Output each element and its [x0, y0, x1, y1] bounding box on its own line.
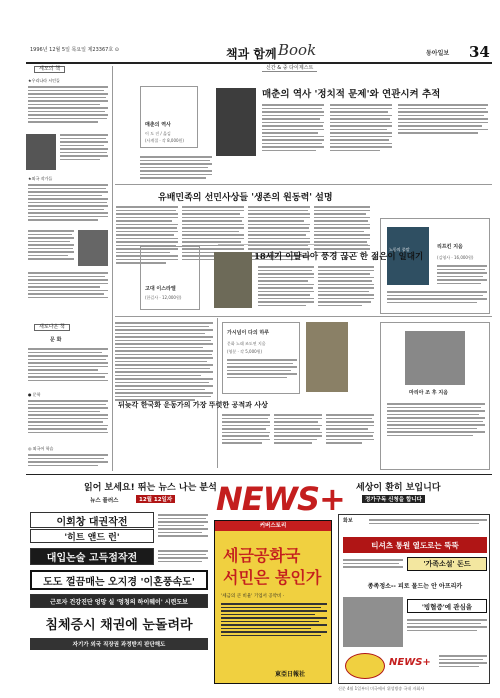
left-subsection: ★우리나라 시인들 [28, 78, 60, 83]
center-book-meta: 문화 노래 조도연 지음 [227, 341, 266, 346]
center-book-cover [306, 322, 348, 392]
mid-article-headline: 유배민족의 선민사상들 '생존의 원동력' 설명 [158, 193, 333, 203]
top-article-body-3 [330, 104, 392, 151]
right-book-text-2 [387, 291, 487, 303]
ad-right-lines-4 [439, 655, 487, 667]
section-title: 책과 함께 [226, 47, 277, 61]
new-books-list [115, 322, 213, 401]
left-book2-title: 고대 이스라엘 [145, 286, 176, 292]
top-book-card-author: 이 도 진 / 옮김 [145, 131, 171, 136]
ad-cover-headline-2: 서민은 봉인가 [223, 568, 322, 587]
ad-item-5: 근로자 건강진단 엉망 실 '멍청의 하이웨이' 시련도보 [30, 594, 208, 608]
ad-item-4: 도도 껄끔매는 오지경 '이혼풍속도' [30, 570, 208, 590]
ad-right-panel [338, 514, 490, 684]
right-book-price: (김영사 · 16,000원) [437, 255, 474, 260]
bottom-article-body-2 [274, 414, 322, 444]
ad-item-3: 대입논술 고득점작전 [30, 548, 154, 565]
left-book2-card [140, 246, 200, 310]
right-photo-card [380, 322, 490, 470]
ad-item-6: 침체증시 채권에 눈돌려라 [45, 617, 193, 633]
ad-cover-list [221, 603, 327, 636]
left-text-block-5 [28, 272, 108, 298]
left-text-block-4 [28, 230, 74, 260]
left-book-photo [26, 134, 56, 170]
left-column-divider [112, 66, 113, 471]
left-bottom-heading-3: ◎ 외국어 학습 [28, 446, 54, 451]
center-book-card [222, 322, 300, 394]
news-plus-logo [216, 476, 344, 520]
header-rule [26, 62, 492, 64]
top-article-body-1 [140, 156, 212, 179]
author-photo [405, 331, 465, 385]
top-book-card [140, 86, 198, 148]
left-text-block-1 [28, 86, 108, 123]
ad-footer-note: 신문 4월 1일부터 미국에서 위성방송 국내 자회사 [338, 686, 425, 691]
left-book2-meta: (한길사 · 12,000원) [145, 295, 182, 300]
left-book2-cover [214, 252, 252, 308]
ad-cover-tag: 커버스토리 [215, 521, 331, 531]
top-article-body-4 [398, 104, 488, 134]
ad-right-item-3: 종족정소-- 피로 물드는 안 아프리카 [367, 582, 463, 590]
mid-article2-headline: 18세기 이탈리아 풍경 끊곤 한 젊은이 일대기 [254, 252, 424, 262]
top-article-body-2 [262, 104, 324, 151]
mid-article2-body-2 [318, 266, 374, 306]
left-text-block-7 [28, 400, 108, 433]
right-photo-text [387, 403, 485, 436]
ad-right-lines [369, 519, 487, 524]
ad-publisher: 東亞日報社 [275, 671, 306, 678]
bottom-article-body-3 [326, 414, 374, 444]
ad-right-logo: NEWS+ [389, 657, 431, 668]
ad-item-2: '히트 앤드 런' [30, 529, 154, 543]
section-title-script: Book [278, 41, 317, 59]
left-bottom-title: 새로나온 책 [34, 324, 70, 331]
right-book-text [437, 265, 487, 284]
ad-right-stamp [345, 653, 385, 679]
bottom-article-headline: 뒤늦각 한국화 운동가의 가장 뚜렷한 공적과 사상 [118, 400, 268, 409]
ad-right-lines-2 [343, 559, 403, 568]
left-text-block-8 [28, 454, 108, 466]
right-book-label: 리프킨 지음 [437, 244, 463, 250]
page-header [26, 41, 492, 61]
left-column [26, 66, 110, 471]
top-book-card-meta: (사계절 · 각 8,000원) [145, 138, 184, 143]
right-book-name: 노동의 종말 [389, 247, 410, 252]
ad-right-item-1: 티셔츠 통원 열도로는 뚝뚝 [343, 537, 487, 553]
ad-top-banner: 읽어 보세요! 뛰는 뉴스 나는 분석 [84, 483, 217, 493]
top-article-headline: 매춘의 역사 '정치적 문제'와 연관시켜 추적 [262, 89, 441, 100]
ad-right-lines-3 [407, 619, 487, 631]
ad-sub-right: 정가구독 신청을 합니다 [362, 495, 425, 503]
ad-block [26, 476, 492, 694]
page-number: 34 [469, 43, 490, 61]
left-book-photo-2 [78, 230, 108, 266]
mid-article-body-4 [314, 206, 370, 253]
paper-name: 동아일보 [426, 50, 450, 57]
mid2-rule [115, 316, 492, 317]
ad-right-photo [343, 597, 403, 647]
ad-right-item-4: '빙혈증'에 관심을 [407, 599, 487, 613]
ad-cover-caption: '세금의 큰 비율' 기업서 공약비 · [221, 594, 285, 599]
ad-issue-badge: 12월 12일자 [136, 495, 175, 503]
left-bottom-heading-2: ● 문학 [28, 392, 41, 397]
new-books-divider [217, 318, 218, 468]
ad-item-1-sub [158, 514, 208, 537]
ad-sub-left: 뉴스 플러스 [90, 498, 119, 504]
ad-cover [214, 520, 332, 684]
left-subsection-2: ★외국 작가들 [28, 176, 53, 181]
center-book-price: (영분 · 각 5,000원) [227, 349, 263, 354]
top-book-card-title: 매춘의 역사 [145, 122, 171, 128]
left-text-block-2 [60, 134, 108, 160]
mid-article-rule [218, 244, 368, 245]
ad-item-7: 자기가 외국 직장권 과정받지 판단해도 [30, 638, 208, 650]
center-book-title: 가시넘이 다의 하루 [227, 330, 270, 336]
ad-right-item-2: '가족소설' 돈드 [407, 557, 487, 571]
ad-right-title: 화보 [343, 518, 353, 524]
ad-top-rule [26, 474, 492, 475]
left-text-block-3 [28, 184, 108, 221]
left-text-block-6 [28, 348, 108, 381]
date-line: 1996년 12월 5일 목요일 제23367호 ⊙ [30, 47, 119, 53]
top-article-rule [115, 184, 492, 185]
ad-cover-headline-1: 세금공화국 [223, 546, 301, 565]
ad-top-right: 세상이 환히 보입니다 [356, 483, 441, 493]
top-book-cover [216, 88, 256, 156]
new-books-column [115, 318, 215, 468]
center-book-text [227, 359, 297, 378]
bottom-article-body-1 [222, 414, 270, 444]
right-book-card [380, 218, 490, 314]
ad-item-1: 이회창 대권작전 [30, 512, 154, 528]
left-sub-title: 문 화 [50, 337, 62, 343]
mid-article2-body-1 [258, 266, 314, 306]
right-photo-caption: 마리아 조 후 지음 [409, 390, 449, 396]
top-article-tag: 신간 & 중 다이제스트 [262, 66, 317, 72]
left-section-title: 세모의 책 [34, 66, 65, 73]
news-plus-logo-text: NEWS+ [216, 480, 345, 518]
ad-item-3-sub [158, 550, 208, 562]
